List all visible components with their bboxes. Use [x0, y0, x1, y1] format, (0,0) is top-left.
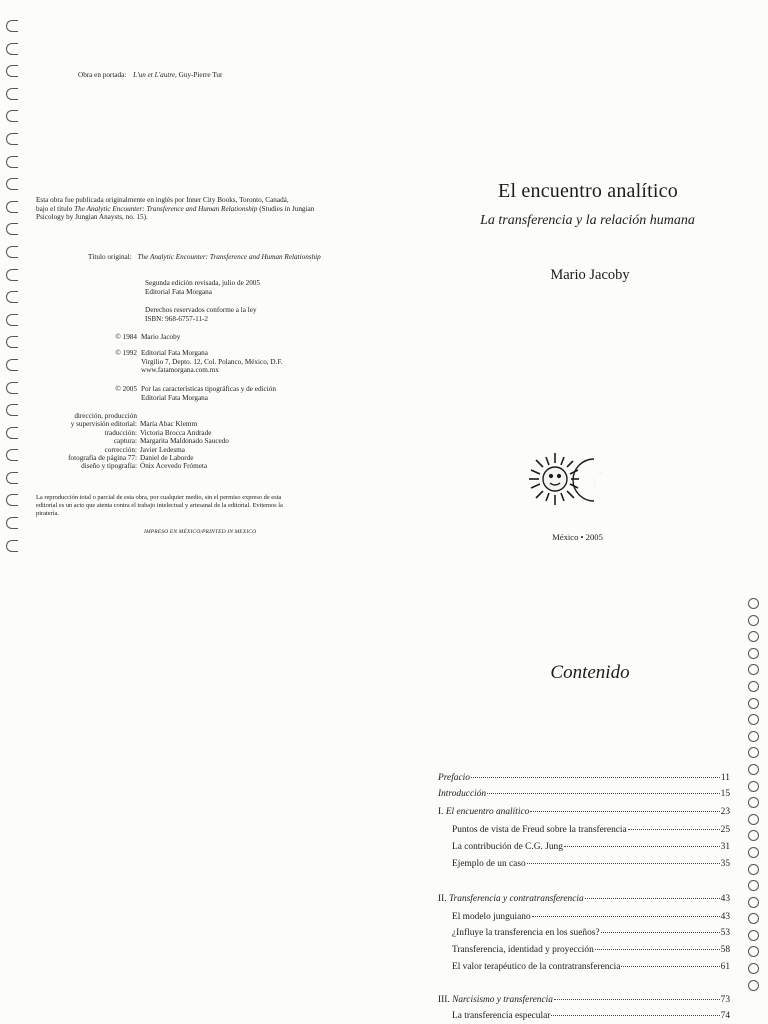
toc-label: El modelo junguiano	[452, 912, 531, 922]
original-pub-line-1: Esta obra fue publicada originalmente en inglés por Inner City Books, Toronto, Canadá,	[36, 196, 289, 204]
credit-name: Margarita Maldonado Saucedo	[140, 437, 229, 446]
toc-leader	[532, 916, 720, 917]
credit-name: Victoria Brocca Andrade	[140, 428, 212, 437]
copyright-holder: Mario Jacoby	[141, 333, 181, 341]
toc-label: El encuentro analítico	[445, 807, 530, 817]
credit-role: traducción:	[104, 428, 137, 437]
legal-line-3: piratería.	[36, 510, 59, 517]
copyright-1984	[0, 333, 180, 342]
copyright-website: www.fatamorgana.com.mx	[141, 366, 219, 375]
toc-entry[interactable]	[452, 928, 730, 938]
toc-label: Introducción	[438, 789, 487, 799]
credit-name: Daniel de Laborde	[140, 454, 194, 463]
toc-page: 25	[720, 825, 730, 835]
original-pub-line-2a: bajo el título	[36, 204, 75, 213]
toc-page: 23	[720, 807, 730, 817]
toc-label: Prefacio	[438, 773, 470, 783]
copyright-holder-2: Editorial Fata Morgana	[141, 393, 208, 402]
toc-leader	[487, 793, 720, 794]
toc-entry[interactable]	[452, 842, 730, 852]
toc-leader	[564, 846, 720, 847]
credit-role: captura:	[113, 437, 137, 446]
credit-role: corrección:	[104, 445, 137, 454]
cover-credit-artist: , Guy-Pierre Tur	[175, 71, 223, 79]
toc-page: 31	[720, 842, 730, 852]
toc-entry[interactable]	[452, 825, 730, 835]
copyright-holder: Editorial Fata Morgana	[141, 349, 208, 357]
toc-chapter-number: II.	[438, 894, 449, 904]
toc-label: El valor terapéutico de la contratransferencia	[452, 962, 621, 972]
toc-entry[interactable]	[438, 995, 730, 1005]
original-publication-note	[36, 196, 336, 222]
toc-page: 74	[720, 1011, 730, 1021]
binding-rings-left	[6, 20, 24, 562]
toc-label: La transferencia especular	[452, 1011, 551, 1021]
toc-label: Transferencia y contratransferencia	[448, 894, 584, 904]
toc-leader	[554, 999, 720, 1000]
toc-page: 73	[720, 995, 730, 1005]
cover-credit	[78, 71, 222, 80]
edition-publisher: Editorial Fata Morgana	[145, 287, 212, 296]
toc-label: Transferencia, identidad y proyección	[452, 945, 594, 955]
toc-label: Ejemplo de un caso	[452, 859, 526, 869]
rights-line: Derechos reservados conforme a la ley	[145, 306, 257, 314]
toc-entry[interactable]	[438, 773, 730, 783]
toc-page: 43	[720, 912, 730, 922]
copyright-address: Virgilio 7, Depto. 12, Col. Polanco, México, D.F.	[141, 357, 283, 366]
book-subtitle: La transferencia y la relación humana	[480, 213, 695, 228]
toc-page: 58	[720, 945, 730, 955]
edition-block	[145, 279, 260, 296]
copyright-1992	[0, 349, 283, 375]
legal-line-2: editorial es un acto que atenta contra el trabajo intelectual y artesanal de la editorial. Evitemos la	[36, 502, 283, 509]
credit-role: fotografía de página 77:	[68, 454, 137, 463]
isbn: ISBN: 968-6757-11-2	[145, 314, 209, 323]
toc-entry[interactable]	[452, 859, 730, 869]
cover-credit-title: L'un et L'autre	[133, 71, 176, 79]
original-pub-line-2	[36, 205, 336, 214]
toc-leader	[551, 1015, 719, 1016]
credit-role: y supervisión editorial:	[70, 420, 137, 429]
toc-leader	[628, 829, 720, 830]
copyright-year: © 1984	[115, 333, 137, 341]
toc-entry[interactable]	[452, 945, 730, 955]
toc-entry[interactable]	[452, 1011, 730, 1021]
credit-role: diseño y tipografía:	[81, 462, 137, 471]
original-pub-line-2c: (Studies in Jungian	[257, 204, 315, 213]
copyright-year: © 1992	[115, 349, 137, 357]
toc-entry[interactable]	[438, 894, 730, 904]
toc-leader	[621, 966, 719, 967]
credits-list	[36, 412, 229, 471]
original-title	[88, 253, 321, 262]
original-title-value: The Analytic Encounter: Transference and Human Relationship	[137, 253, 321, 261]
original-pub-line-3: Psicology by Jungian Anaysts, no. 15).	[36, 213, 148, 222]
original-pub-line-2b: The Analytic Encounter: Transference and Human Relationship	[74, 204, 258, 213]
toc-page: 61	[720, 962, 730, 972]
rights-block	[145, 306, 257, 323]
toc-chapter-number: I.	[438, 807, 446, 817]
binding-rings-right	[748, 598, 762, 996]
cover-credit-label: Obra en portada:	[78, 71, 127, 79]
toc-label: Narcisismo y transferencia	[452, 995, 553, 1005]
copyright-year: © 2005	[115, 385, 137, 393]
toc-page: 15	[720, 789, 730, 799]
toc-page: 11	[720, 773, 730, 783]
edition-line: Segunda edición revisada, julio de 2005	[145, 279, 260, 287]
toc-label: ¿Influye la transferencia en los sueños?	[452, 928, 600, 938]
toc-page: 35	[720, 859, 730, 869]
publisher-sun-moon-logo	[522, 451, 618, 507]
credit-name: Ónix Acevedo Frómeta	[140, 462, 208, 471]
toc-label: La contribución de C.G. Jung	[452, 842, 563, 852]
copyright-holder: Por las características tipográficas y de edición	[141, 385, 276, 393]
toc-leader	[595, 949, 720, 950]
toc-chapter-number: III.	[438, 995, 453, 1005]
place-year: México • 2005	[552, 532, 603, 542]
contents-heading: Contenido	[550, 662, 630, 683]
legal-line-1: La reproducción total o parcial de esta obra, por cualquier medio, sin el permiso expreso de esta	[36, 494, 282, 501]
toc-page: 53	[720, 928, 730, 938]
legal-notice	[36, 494, 336, 518]
credit-name: Javier Ledesma	[140, 445, 185, 454]
original-title-label: Título original:	[88, 253, 132, 261]
book-title: El encuentro analítico	[498, 180, 678, 202]
toc-leader	[471, 777, 720, 778]
toc-entry[interactable]	[438, 807, 730, 817]
toc-leader	[530, 811, 719, 812]
toc-leader	[585, 898, 720, 899]
toc-entry[interactable]	[452, 962, 730, 972]
toc-label: Puntos de vista de Freud sobre la transferencia	[452, 825, 627, 835]
copyright-2005	[0, 385, 276, 402]
printed-in: IMPRESO EN MÉXICO/PRINTED IN MEXICO	[144, 529, 257, 535]
toc-entry[interactable]	[438, 789, 730, 799]
toc-page: 43	[720, 894, 730, 904]
toc-leader	[527, 863, 720, 864]
toc-entry[interactable]	[452, 912, 730, 922]
credit-role: dirección, producción	[74, 412, 137, 420]
book-author: Mario Jacoby	[550, 267, 630, 283]
toc-leader	[601, 932, 720, 933]
credit-name: María Abac Klemm	[140, 420, 198, 429]
